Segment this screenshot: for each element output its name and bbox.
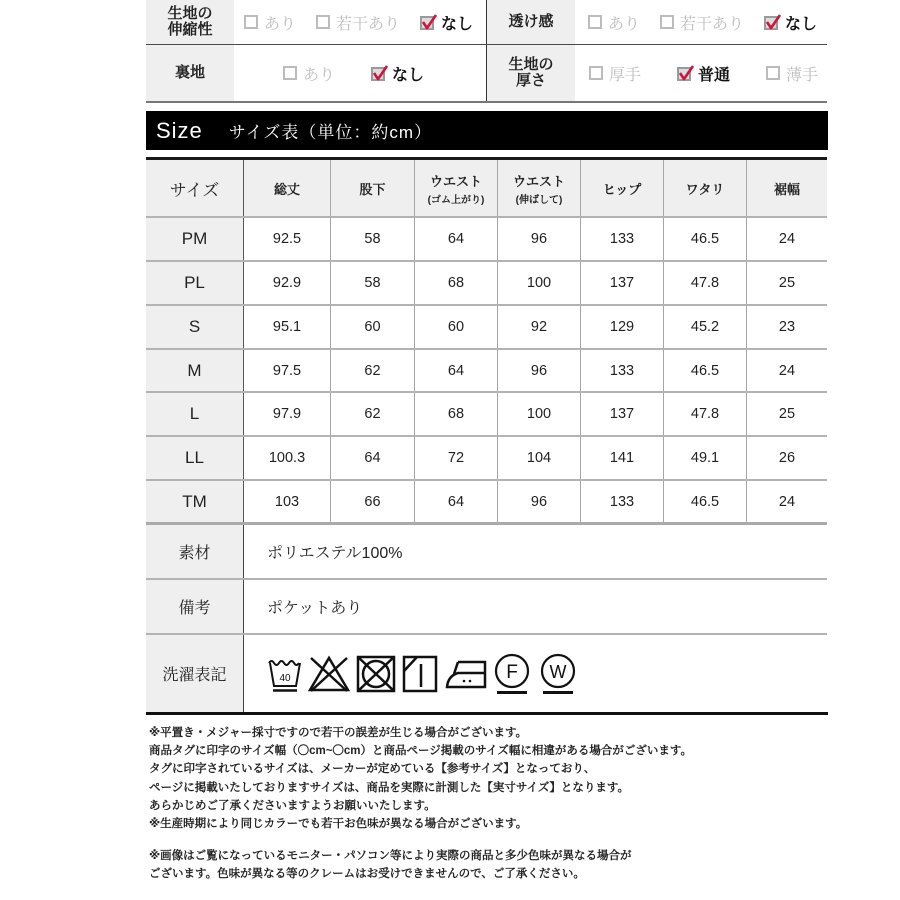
svg-text:W: W: [549, 661, 567, 682]
stretch-label: [146, 0, 234, 44]
table-cell: 64: [415, 218, 498, 260]
note-line: ※平置き・メジャー採寸ですので若干の誤差が生じる場合がございます。: [149, 727, 528, 739]
material-value: ポリエステル100%: [267, 545, 403, 562]
care-row: [146, 635, 827, 712]
header-inseam: 股下: [331, 160, 415, 216]
thickness-option-normal: 普通: [677, 62, 730, 85]
checkbox-unchecked-icon: [283, 66, 297, 80]
table-cell: 100: [498, 393, 581, 435]
table-row: [146, 306, 827, 350]
table-cell: 133: [581, 218, 664, 260]
lining-options: [234, 45, 486, 101]
fabric-row-1: [146, 0, 827, 45]
line-dry-shade-icon: [402, 654, 438, 694]
notes-block-2: [149, 847, 631, 883]
table-row: [146, 262, 827, 306]
thickness-option-thick: 厚手: [589, 62, 641, 85]
note-line: ※生産時期により同じカラーでも若干お色味が異なる場合がございます。: [149, 817, 528, 830]
header-total-length: 総丈: [244, 160, 331, 216]
sheerness-options: [575, 0, 827, 44]
checkbox-unchecked-icon: [589, 66, 603, 80]
table-row: [146, 481, 827, 525]
note-line: ページに掲載いたしておりますサイズは、商品を実際に計測した【実寸サイズ】となります。: [149, 781, 630, 794]
size-table-header: [146, 160, 827, 218]
table-row: [146, 437, 827, 481]
table-cell: 64: [331, 437, 415, 479]
size-label: M: [146, 350, 244, 391]
table-row: [146, 393, 827, 437]
section-bottom-rule: [146, 712, 828, 715]
size-label: TM: [146, 481, 244, 522]
notes-block-1: [149, 724, 692, 833]
table-cell: 58: [331, 218, 415, 260]
svg-text:F: F: [506, 661, 518, 683]
note-line: タグに印字されているサイズは、メーカーが定めている【参考サイズ】となっており、: [149, 763, 596, 776]
table-cell: 62: [331, 393, 415, 435]
svg-text:40: 40: [279, 672, 291, 684]
table-cell: 64: [415, 481, 498, 522]
fabric-row-2: [146, 45, 827, 103]
lining-option-nashi: なし: [371, 62, 424, 85]
table-cell: 58: [331, 262, 415, 304]
table-cell: 60: [415, 306, 498, 348]
wash-40-gentle-icon: [267, 654, 303, 694]
no-bleach-icon: [307, 654, 351, 694]
table-cell: 100: [498, 262, 581, 304]
table-cell: 133: [581, 481, 664, 522]
checkbox-unchecked-icon: [766, 66, 780, 80]
table-row: [146, 350, 827, 393]
table-cell: 46.5: [664, 350, 747, 391]
thickness-options: [575, 45, 827, 101]
header-hip: ヒップ: [581, 160, 664, 216]
checkbox-checked-icon: [677, 65, 695, 82]
size-label: PL: [146, 262, 244, 304]
table-cell: 96: [498, 218, 581, 260]
note-line: ございます。色味が異なる等のクレームはお受けできませんので、ご了承ください。: [149, 868, 585, 881]
wet-clean-gentle-icon: [538, 653, 578, 695]
checkbox-checked-icon: [371, 65, 389, 82]
table-cell: 47.8: [664, 393, 747, 435]
table-cell: 47.8: [664, 262, 747, 304]
lining-label: 裏地: [146, 45, 234, 101]
sheerness-label: 透け感: [487, 0, 575, 44]
table-cell: 137: [581, 262, 664, 304]
care-label: 洗濯表記: [146, 635, 244, 712]
table-cell: 45.2: [664, 306, 747, 348]
remarks-label: 備考: [146, 580, 244, 633]
header-waist-stretched: ウエスト (伸ばして): [498, 160, 581, 216]
table-cell: 97.5: [244, 350, 331, 391]
stretch-label-line-2: 伸縮性: [167, 21, 213, 38]
stretch-option-ari: あり: [244, 11, 296, 34]
table-cell: 100.3: [244, 437, 331, 479]
table-cell: 68: [415, 393, 498, 435]
table-cell: 129: [581, 306, 664, 348]
table-cell: 92.9: [244, 262, 331, 304]
table-cell: 46.5: [664, 218, 747, 260]
checkbox-unchecked-icon: [244, 15, 258, 29]
table-row: [146, 218, 827, 262]
stretch-option-jakkan: 若干あり: [316, 11, 400, 34]
checkbox-unchecked-icon: [316, 15, 330, 29]
fabric-properties: [146, 0, 827, 103]
sheerness-option-ari: あり: [588, 11, 640, 34]
size-chart-title-bar: [146, 111, 828, 150]
table-cell: 62: [331, 350, 415, 391]
table-cell: 137: [581, 393, 664, 435]
table-cell: 97.9: [244, 393, 331, 435]
table-cell: 72: [415, 437, 498, 479]
table-cell: 24: [778, 362, 796, 379]
table-cell: 95.1: [244, 306, 331, 348]
dry-clean-f-gentle-icon: [492, 653, 532, 695]
table-cell: 104: [498, 437, 581, 479]
table-cell: 96: [498, 350, 581, 391]
size-label: L: [146, 393, 244, 435]
note-line: 商品タグに印字のサイズ幅（〇cm~〇cm）と商品ページ掲載のサイズ幅に相違がある場合がございます。: [149, 745, 692, 758]
sheerness-option-jakkan: 若干あり: [660, 11, 744, 34]
material-row: [146, 525, 827, 580]
size-label: S: [146, 306, 244, 348]
lining-option-ari: あり: [283, 62, 335, 85]
size-label: PM: [146, 218, 244, 260]
table-cell: 133: [581, 350, 664, 391]
table-cell: 96: [498, 481, 581, 522]
size-label: LL: [146, 437, 244, 479]
stretch-label-line-1: 生地の: [167, 5, 213, 22]
no-tumble-dry-icon: [354, 654, 398, 694]
checkbox-checked-icon: [420, 14, 438, 31]
table-cell: 103: [244, 481, 331, 522]
stretch-options: [234, 0, 486, 44]
stretch-option-nashi: なし: [420, 11, 473, 34]
header-waist-relaxed: ウエスト (ゴム上がり): [415, 160, 498, 216]
header-hem-width: 裾幅: [773, 181, 800, 197]
size-title: Size: [156, 117, 203, 143]
thickness-label: 生地の 厚さ: [487, 45, 575, 101]
thickness-option-thin: 薄手: [766, 62, 818, 85]
table-cell: 64: [415, 350, 498, 391]
header-size: サイズ: [146, 160, 244, 216]
table-cell: 92.5: [244, 218, 331, 260]
table-cell: 26: [778, 450, 796, 466]
table-cell: 24: [778, 493, 796, 510]
checkbox-unchecked-icon: [660, 15, 674, 29]
care-icons: [244, 635, 578, 712]
remarks-row: [146, 580, 827, 635]
note-line: ※画像はご覧になっているモニター・パソコン等により実際の商品と多少色味が異なる場合が: [149, 850, 632, 862]
table-cell: 68: [415, 262, 498, 304]
table-cell: 92: [498, 306, 581, 348]
note-line: あらかじめご了承くださいますようお願いいたします。: [149, 799, 436, 812]
material-label: 素材: [146, 525, 244, 578]
table-cell: 25: [778, 406, 796, 422]
table-cell: 141: [581, 437, 664, 479]
table-cell: 24: [778, 231, 796, 247]
table-cell: 46.5: [664, 481, 747, 522]
table-cell: 66: [331, 481, 415, 522]
table-cell: 23: [778, 319, 796, 335]
checkbox-checked-icon: [764, 14, 782, 31]
size-subtitle: サイズ表（単位：約cm）: [228, 123, 433, 142]
remarks-value: ポケットあり: [267, 600, 363, 617]
header-thigh: ワタリ: [664, 160, 747, 216]
sheerness-option-nashi: なし: [764, 11, 817, 34]
iron-medium-icon: [444, 654, 488, 694]
table-cell: 49.1: [664, 437, 747, 479]
checkbox-unchecked-icon: [588, 15, 602, 29]
table-cell: 60: [331, 306, 415, 348]
table-cell: 25: [778, 275, 796, 291]
